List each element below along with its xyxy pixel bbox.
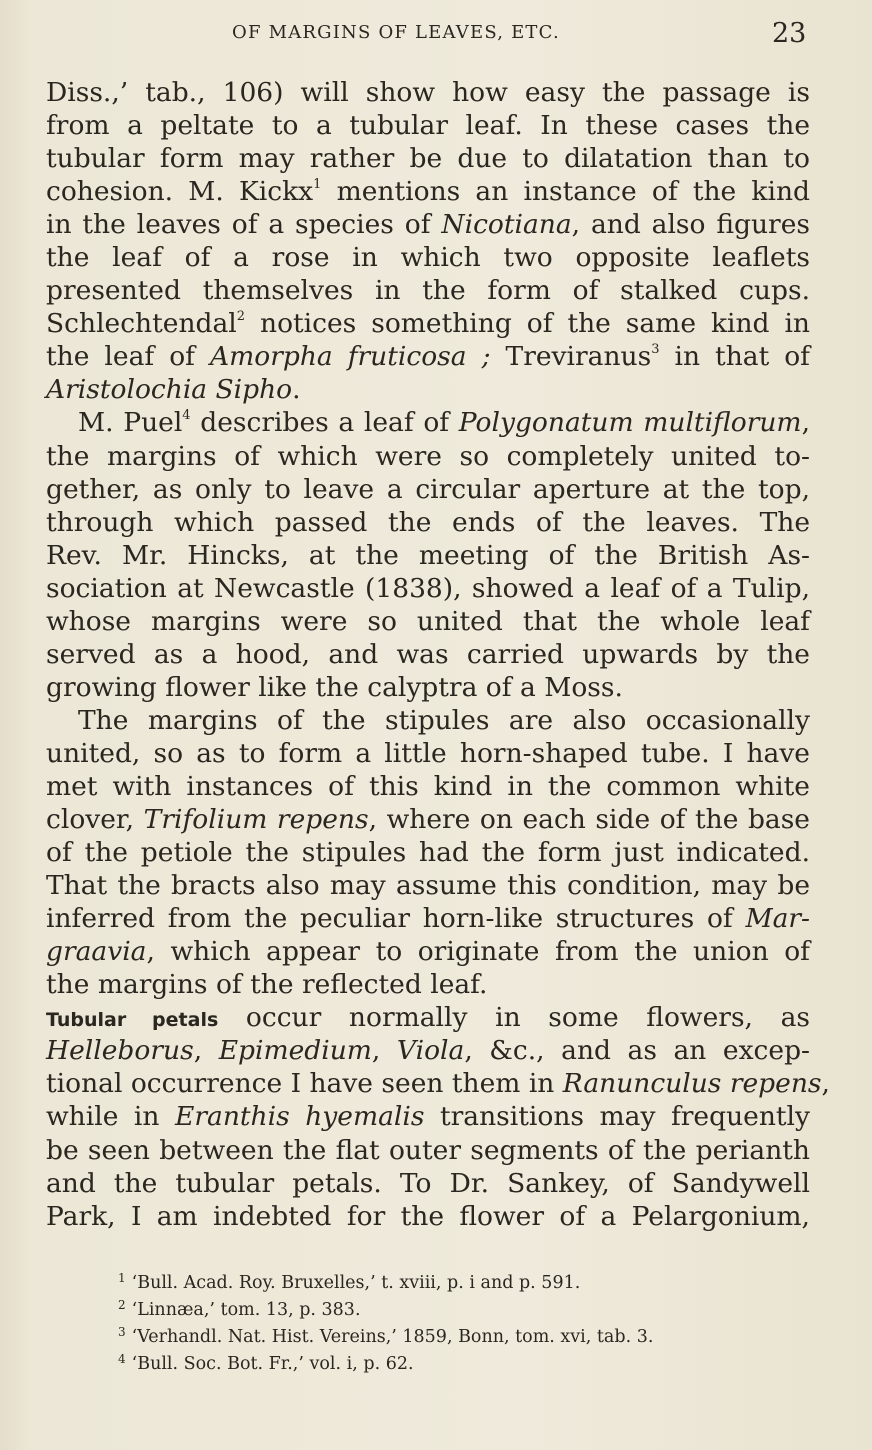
- paragraph-start: M. Puel$^4$ describes a leaf of Polygonatum multiflorum,: [78, 407, 810, 439]
- text-line: through which passed the ends of the leaves. The: [46, 506, 810, 538]
- text-line: sociation at Newcastle (1838), showed a leaf of a Tulip,: [46, 572, 810, 604]
- footnote: $^2$ ‘Linnæa,’ tom. 13, p. 383.: [118, 1298, 361, 1320]
- footnote-ref: 1: [313, 177, 322, 193]
- text-line: and the tubular petals. To Dr. Sankey, of Sandywell: [46, 1167, 810, 1199]
- text-line: met with instances of this kind in the common white: [46, 770, 810, 802]
- text-line: graavia, which appear to originate from the union of: [46, 936, 810, 968]
- paragraph-start: Tubular petals occur normally in some flowers, as: [46, 1002, 810, 1034]
- text-line: Rev. Mr. Hincks, at the meeting of the British As-: [46, 539, 810, 571]
- text-line: united, so as to form a little horn-shaped tube. I have: [46, 737, 810, 769]
- text-line: Helleborus, Epimedium, Viola, &c., and as an excep-: [46, 1035, 810, 1067]
- body-text: [46, 76, 830, 1233]
- text-line: tional occurrence I have seen them in Ranunculus repens,: [46, 1068, 830, 1100]
- text-line: while in Eranthis hyemalis transitions may frequently: [46, 1101, 810, 1133]
- text-line: Aristolochia Sipho.: [46, 374, 301, 406]
- footnote-ref: 3: [651, 342, 660, 358]
- text-line: Schlechtendal$^2$ notices something of the same kind in: [46, 308, 810, 340]
- text-line: cohesion. M. Kickx$^1$ mentions an instance of the kind: [46, 176, 810, 208]
- footnotes: [118, 1267, 653, 1375]
- paragraph-start: The margins of the stipules are also occasionally: [78, 704, 810, 736]
- footnote-ref: 2: [236, 309, 246, 325]
- text-line: be seen between the flat outer segments of the perianth: [46, 1134, 810, 1166]
- running-head: OF MARGINS OF LEAVES, ETC.: [232, 22, 560, 43]
- text-line: gether, as only to leave a circular aperture at the top,: [46, 473, 810, 505]
- text-line: the leaf of Amorpha fruticosa ; Treviranus$^3$ in that of: [46, 341, 810, 373]
- page-number: 23: [772, 18, 807, 49]
- text-line: That the bracts also may assume this condition, may be: [46, 870, 810, 902]
- text-line: Park, I am indebted for the flower of a Pelargonium,: [46, 1200, 810, 1232]
- footnote: $^4$ ‘Bull. Soc. Bot. Fr.,’ vol. i, p. 62.: [118, 1352, 414, 1374]
- text-line: Diss.,’ tab., 106) will show how easy the passage is: [46, 77, 810, 108]
- footnote: $^3$ ‘Verhandl. Nat. Hist. Vereins,’ 1859, Bonn, tom. xvi, tab. 3.: [118, 1325, 654, 1347]
- text-line: clover, Trifolium repens, where on each side of the base: [46, 804, 810, 836]
- text-line: served as a hood, and was carried upwards by the: [46, 638, 810, 670]
- text-line: tubular form may rather be due to dilatation than to: [46, 143, 810, 175]
- text-line: of the petiole the stipules had the form just indicated.: [46, 837, 810, 869]
- text-line: from a peltate to a tubular leaf. In these cases the: [46, 110, 810, 142]
- text-line: presented themselves in the form of stalked cups.: [46, 275, 810, 307]
- text-line: in the leaves of a species of Nicotiana, and also figures: [46, 209, 810, 241]
- text-line: the leaf of a rose in which two opposite leaflets: [46, 242, 810, 274]
- footnote: $^1$ ‘Bull. Acad. Roy. Bruxelles,’ t. xviii, p. i and p. 591.: [118, 1271, 581, 1293]
- text-line: the margins of the reflected leaf.: [46, 969, 488, 1001]
- text-line: growing flower like the calyptra of a Moss.: [46, 671, 623, 703]
- text-line: whose margins were so united that the whole leaf: [46, 605, 810, 637]
- text-line: inferred from the peculiar horn-like structures of Mar-: [46, 903, 810, 935]
- text-line: the margins of which were so completely united to-: [46, 440, 810, 472]
- side-heading: Tubular petals: [46, 1009, 219, 1032]
- footnote-ref: 4: [182, 408, 191, 424]
